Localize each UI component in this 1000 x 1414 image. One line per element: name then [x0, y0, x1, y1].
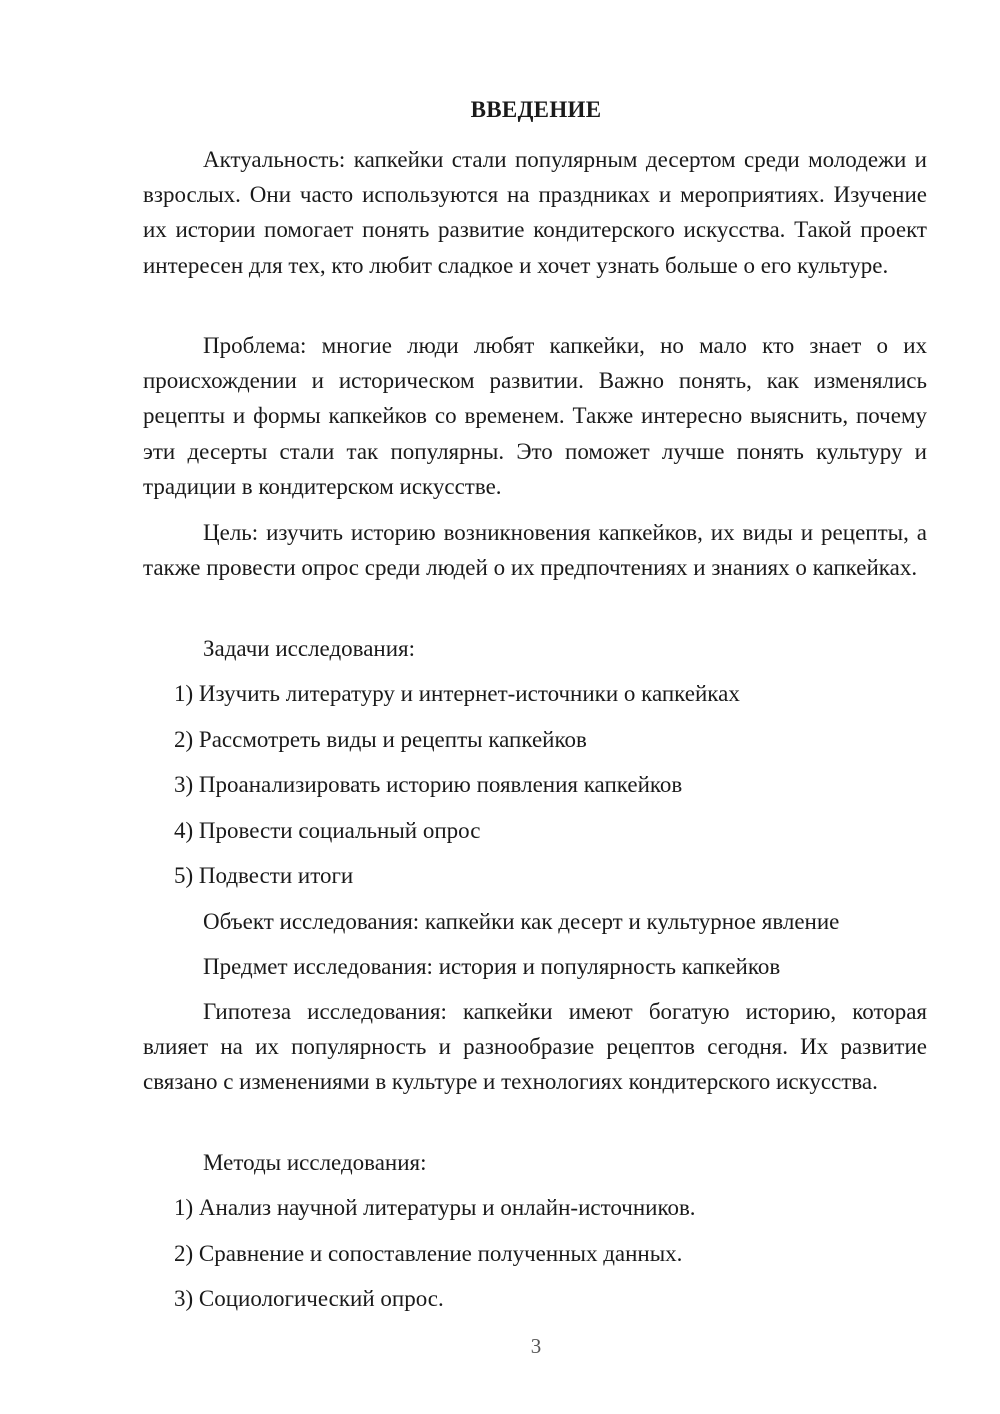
- problem-paragraph: Проблема: многие люди любят капкейки, но мало кто знает о их происхождении и историческом развитии. Важно понять, как изменялись рецепты и формы капкейков со временем. Также интересно выяснить, почему эти десерты стали так популярны. Это поможет лучше понять культуру и традиции в кондитерском искусстве.: [143, 333, 927, 499]
- task-item: 4) Провести социальный опрос: [174, 818, 481, 843]
- method-item: 3) Социологический опрос.: [174, 1286, 444, 1311]
- page-title: ВВЕДЕНИЕ: [470, 97, 602, 122]
- research-subject: Предмет исследования: история и популярность капкейков: [203, 954, 781, 979]
- task-item: 2) Рассмотреть виды и рецепты капкейков: [174, 727, 587, 752]
- page-number: 3: [530, 1334, 542, 1358]
- methods-heading: Методы исследования:: [203, 1150, 427, 1175]
- task-item: 5) Подвести итоги: [174, 863, 354, 888]
- task-item: 3) Проанализировать историю появления капкейков: [174, 772, 683, 797]
- relevance-paragraph: Актуальность: капкейки стали популярным десертом среди молодежи и взрослых. Они часто используются на праздниках и мероприятиях. Изучение их истории помогает понять развитие кондитерского искусства. Такой проект интересен для тех, кто любит сладкое и хочет узнать больше о его культуре.: [143, 147, 927, 278]
- research-object: Объект исследования: капкейки как десерт и культурное явление: [203, 909, 840, 934]
- task-item: 1) Изучить литературу и интернет-источники о капкейках: [174, 681, 740, 706]
- method-item: 2) Сравнение и сопоставление полученных данных.: [174, 1241, 683, 1266]
- tasks-heading: Задачи исследования:: [203, 636, 416, 661]
- hypothesis-paragraph: Гипотеза исследования: капкейки имеют богатую историю, которая влияет на их популярность и разнообразие рецептов сегодня. Их развитие связано с изменениями в культуре и технологиях кондитерского искусства.: [143, 999, 927, 1095]
- goal-paragraph: Цель: изучить историю возникновения капкейков, их виды и рецепты, а также провести опрос среди людей о их предпочтениях и знаниях о капкейках.: [143, 520, 927, 581]
- method-item: 1) Анализ научной литературы и онлайн-источников.: [174, 1195, 696, 1220]
